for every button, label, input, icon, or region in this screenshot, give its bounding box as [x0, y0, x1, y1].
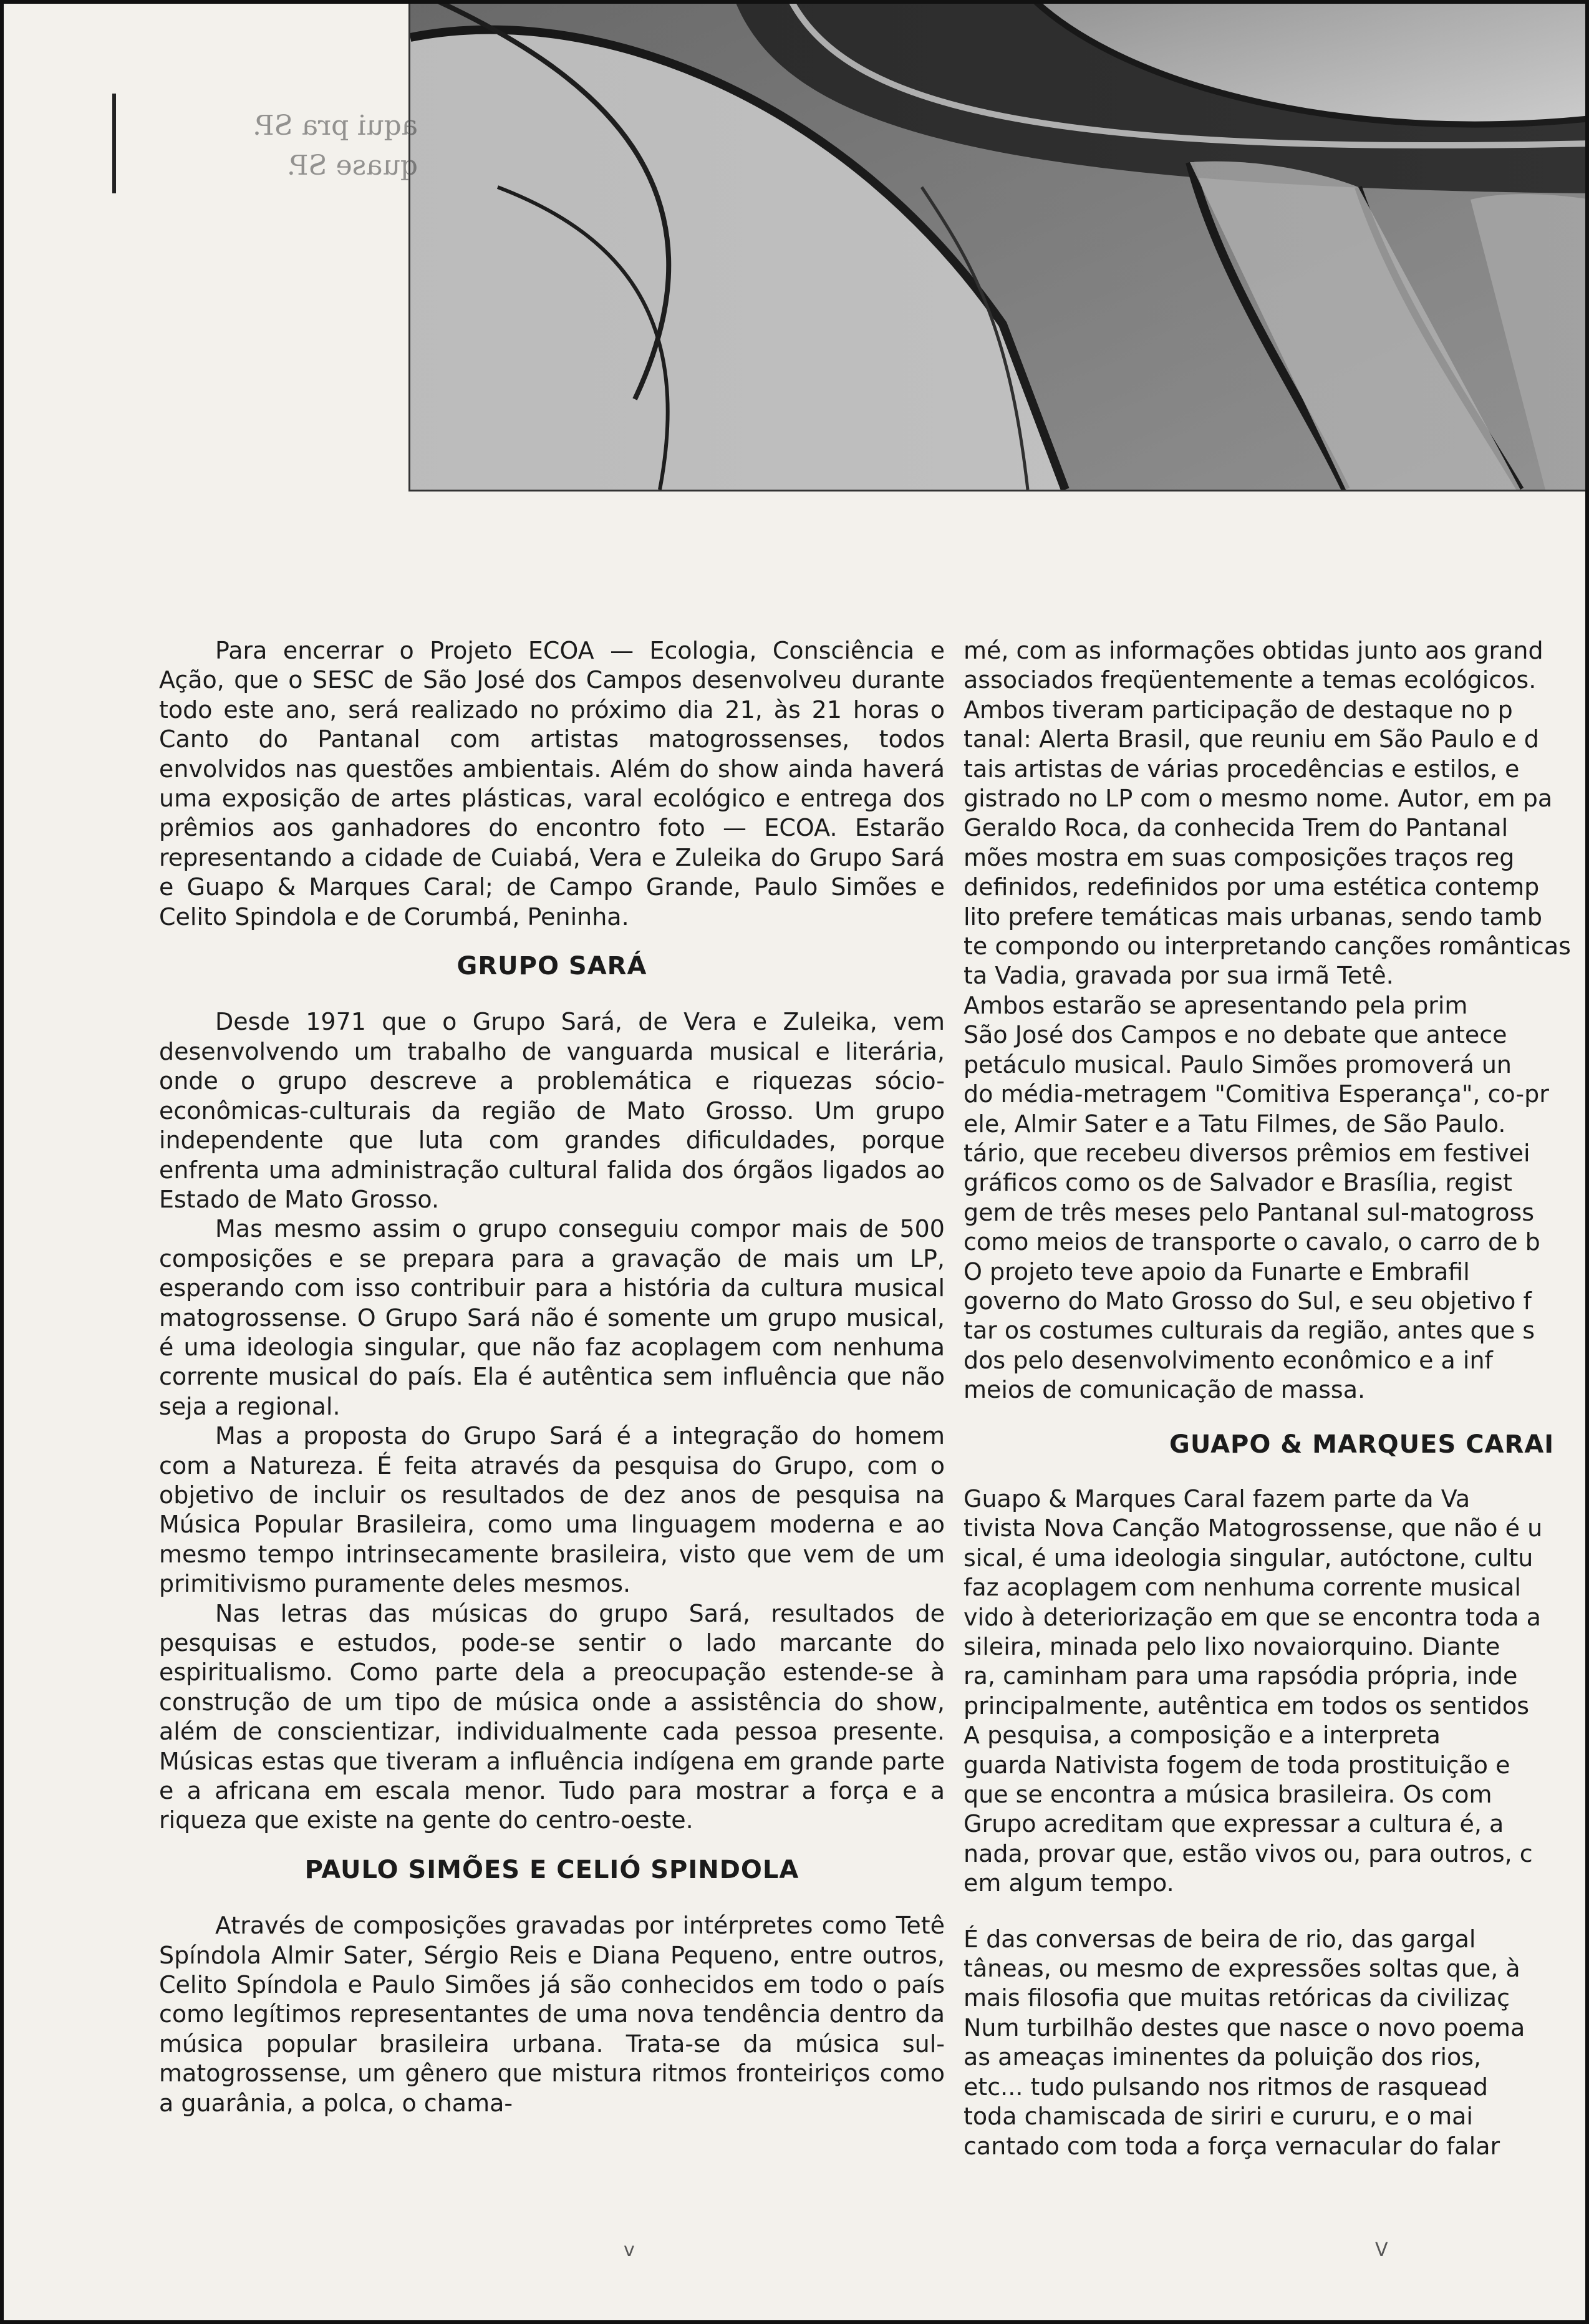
right-a-line: Ambos estarão se apresentando pela prim	[964, 991, 1468, 1019]
right-c-line: tâneas, ou mesmo de expressões soltas que, à	[964, 1955, 1520, 1983]
right-a-line: dos pelo desenvolvimento econômico e a inf	[964, 1346, 1493, 1374]
right-a-line: mões mostra em suas composições traços reg	[964, 843, 1515, 871]
right-a-line: lito prefere temáticas mais urbanas, sendo tamb	[964, 903, 1542, 931]
bleed-line-1: aqui pra SP.	[252, 110, 418, 142]
right-b-line: vido à deteriorização em que se encontra toda a	[964, 1603, 1541, 1631]
right-c-line: Num turbilhão destes que nasce o novo poema	[964, 2013, 1525, 2041]
right-b-line: Grupo acreditam que expressar a cultura é, a	[964, 1810, 1504, 1838]
right-b-line: principalmente, autêntica em todos os sentidos	[964, 1692, 1530, 1720]
right-a-line: ele, Almir Sater e a Tatu Filmes, de São Paulo.	[964, 1110, 1506, 1138]
right-a-line: Ambos tiveram participação de destaque no p	[964, 695, 1513, 724]
right-a-line: definidos, redefinidos por uma estética contemp	[964, 873, 1540, 901]
right-c-line: É das conversas de beira de rio, das gargal	[964, 1925, 1476, 1953]
intro-paragraph: Para encerrar o Projeto ECOA — Ecologia, Consciência e Ação, que o SESC de São José dos Campos desenvolveu durante todo este ano, será realizado no próximo dia 21, às 21 horas o Canto do Pantanal com artistas matogrossenses, todos envolvidos nas questões ambientais. Além do show ainda haverá uma exposição de artes plásticas, varal ecológico e entrega dos prêmios aos ganhadores do encontro foto — ECOA. Estarão representando a cidade de Cuiabá, Vera e Zuleika do Grupo Sará e Guapo & Marques Caral; de Campo Grande, Paulo Simões e Celito Spindola e de Corumbá, Peninha.	[159, 637, 945, 931]
sara-paragraph-2: Mas mesmo assim o grupo conseguiu compor mais de 500 composições e se prepara para a gravação de mais um LP, esperando com isso contribuir para a história da cultura musical matogrossense. O Grupo Sará não é somente um grupo musical, é uma ideologia singular, que não faz acoplagem com nenhuma corrente musical do país. Ela é autêntica sem influência que não seja a regional.	[159, 1215, 945, 1420]
right-a-line: petáculo musical. Paulo Simões promoverá un	[964, 1050, 1512, 1078]
right-c-line: toda chamiscada de siriri e cururu, e o mai	[964, 2103, 1473, 2131]
right-a-line: mé, com as informações obtidas junto aos grand	[964, 637, 1543, 664]
heading-paulo-simoes: PAULO SIMÕES E CELIÓ SPINDOLA	[304, 1855, 799, 1884]
right-a-line: tário, que recebeu diversos prêmios em festivei	[964, 1139, 1530, 1167]
right-a-line: tar os costumes culturais da região, antes que s	[964, 1317, 1535, 1345]
right-b-line: nada, provar que, estão vivos ou, para outros, c	[964, 1839, 1533, 1867]
right-b-line: sical, é uma ideologia singular, autóctone, cultu	[964, 1544, 1533, 1572]
right-b-line: Guapo & Marques Caral fazem parte da Va	[964, 1484, 1471, 1513]
right-c-line: mais filosofia que muitas retóricas da civilizaç	[964, 1984, 1510, 2012]
right-b-line: faz acoplagem com nenhuma corrente musical	[964, 1574, 1521, 1602]
right-a-line: O projeto teve apoio da Funarte e Embrafil	[964, 1257, 1470, 1285]
right-a-line: ta Vadia, gravada por sua irmã Tetê.	[964, 962, 1394, 990]
right-b-line: guarda Nativista fogem de toda prostituição e	[964, 1751, 1510, 1779]
sara-paragraph-3: Mas a proposta do Grupo Sará é a integração do homem com a Natureza. É feita através da pesquisa do Grupo, com o objetivo de incluir os resultados de dez anos de pesquisa na Música Popular Brasileira, como uma linguagem moderna e ao mesmo tempo intrinsecamente brasileira, visto que vem de um primitivismo puramente deles mesmos.	[159, 1422, 945, 1598]
right-a-line: governo do Mato Grosso do Sul, e seu objetivo f	[964, 1287, 1532, 1315]
right-b-line: em algum tempo.	[964, 1869, 1174, 1897]
footer-mark-left: v	[624, 2239, 635, 2261]
right-b-line: sileira, minada pelo lixo novaiorquino. Diante	[964, 1633, 1500, 1660]
right-b-line: tivista Nova Canção Matogrossense, que não é u	[964, 1514, 1543, 1542]
right-c-line: cantado com toda a força vernacular do falar	[964, 2132, 1500, 2160]
footer-mark-right: V	[1375, 2239, 1388, 2261]
right-a-line: Geraldo Roca, da conhecida Trem do Pantanal	[964, 814, 1509, 842]
paulo-paragraph-1: Através de composições gravadas por intérpretes como Tetê Spíndola Almir Sater, Sérgio Reis e Diana Pequeno, entre outros, Celito Spíndola e Paulo Simões já são conhecidos em todo o país como legítimos representantes de uma nova tendência dentro da música popular brasileira urbana. Trata-se da música sul-matogrossense, um gênero que mistura ritmos fronteiriços como a guarânia, a polca, o chama-	[159, 1912, 945, 2117]
right-a-line: tais artistas de várias procedências e estilos, e	[964, 755, 1520, 783]
heading-grupo-sara: GRUPO SARÁ	[456, 952, 647, 981]
right-a-line: do média-metragem "Comitiva Esperança", co-pr	[964, 1080, 1549, 1108]
right-a-line: gráficos como os de Salvador e Brasília, regist	[964, 1169, 1512, 1197]
sara-paragraph-4: Nas letras das músicas do grupo Sará, resultados de pesquisas e estudos, pode-se sentir o lado marcante do espiritualismo. Como parte dela a preocupação estende-se à construção de um tipo de música onde a assistência do show, além de conscientizar, individualmente cada pessoa presente. Músicas estas que tiveram a influência indígena em grande parte e a africana em escala menor. Tudo para mostrar a força e a riqueza que existe na gente do centro-oeste.	[159, 1599, 945, 1834]
right-b-line: ra, caminham para uma rapsódia própria, inde	[964, 1662, 1518, 1690]
sara-paragraph-1: Desde 1971 que o Grupo Sará, de Vera e Zuleika, vem desenvolvendo um trabalho de vanguarda musical e literária, onde o grupo descreve a problemática e riquezas sócio-econômicas-culturais da região de Mato Grosso. Um grupo independente que luta com grandes dificuldades, porque enfrenta uma administração cultural falida dos órgãos ligados ao Estado de Mato Grosso.	[159, 1008, 945, 1213]
right-a-line: meios de comunicação de massa.	[964, 1376, 1366, 1404]
right-a-line: associados freqüentemente a temas ecológicos.	[964, 666, 1537, 694]
right-a-line: como meios de transporte o cavalo, o carro de b	[964, 1228, 1540, 1256]
right-c-line: as ameaças iminentes da poluição dos rios,	[964, 2043, 1482, 2071]
right-a-line: tanal: Alerta Brasil, que reuniu em São Paulo e d	[964, 725, 1539, 753]
right-a-line: gistrado no LP com o mesmo nome. Autor, em pa	[964, 785, 1553, 813]
right-b-line: que se encontra a música brasileira. Os com	[964, 1781, 1492, 1809]
right-a-line: te compondo ou interpretando canções românticas	[964, 932, 1571, 961]
right-c-line: etc... tudo pulsando nos ritmos de rasquead	[964, 2073, 1489, 2101]
bleed-line-2: quase SP.	[286, 150, 418, 182]
right-a-line: gem de três meses pelo Pantanal sul-matogross	[964, 1198, 1535, 1226]
right-b-line: A pesquisa, a composição e a interpreta	[964, 1721, 1441, 1750]
right-a-line: São José dos Campos e no debate que antece	[964, 1021, 1507, 1049]
heading-guapo-marques: GUAPO & MARQUES CARAI	[1169, 1430, 1555, 1459]
